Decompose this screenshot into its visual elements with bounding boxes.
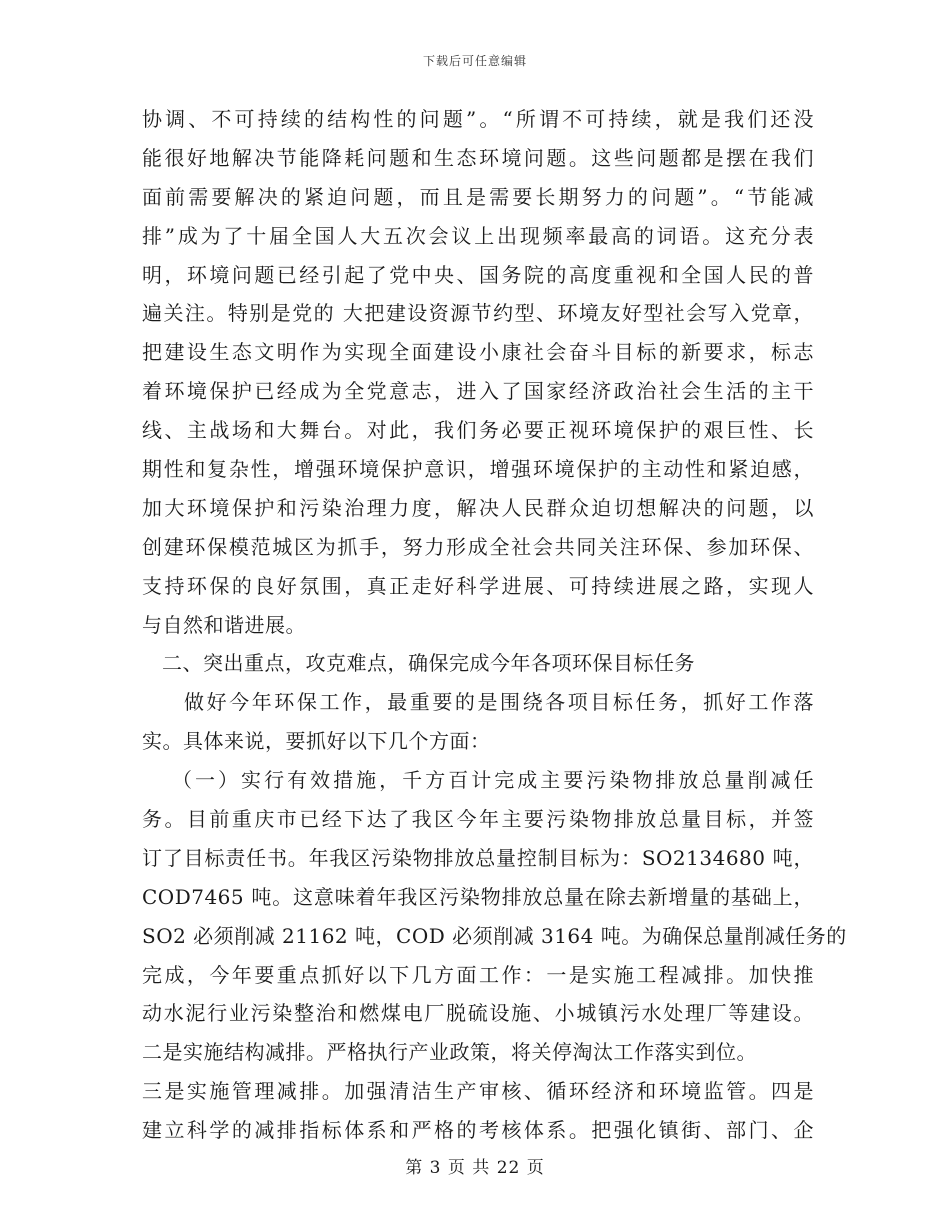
text-line: 协调、不可持续的结构性的问题”。“所谓不可持续，就是我们还没 bbox=[142, 107, 814, 131]
text-line: 面前需要解决的紧迫问题，而且是需要长期努力的问题”。“节能减 bbox=[142, 184, 814, 209]
text-line: COD7465 吨。这意味着年我区污染物排放总量在除去新增量的基础上， bbox=[142, 884, 814, 909]
subsection-heading: （一）实行有效措施，千方百计完成主要污染物排放总量削减任 bbox=[172, 768, 814, 793]
text-line: 线、主战场和大舞台。对此，我们务必要正视环境保护的艰巨性、长 bbox=[142, 418, 814, 443]
text-line: 加大环境保护和污染治理力度，解决人民群众迫切想解决的问题，以 bbox=[142, 495, 814, 520]
text-line: 把建设生态文明作为实现全面建设小康社会奋斗目标的新要求，标志 bbox=[142, 340, 814, 365]
text-line: SO2 必须削减 21162 吨，COD 必须削减 3164 吨。为确保总量削减任务的 bbox=[142, 923, 847, 948]
text-line: 与自然和谐进展。 bbox=[142, 612, 306, 637]
paragraph-first-line: 做好今年环保工作，最重要的是围绕各项目标任务，抓好工作落 bbox=[184, 690, 814, 715]
text-line: 建立科学的减排指标体系和严格的考核体系。把强化镇街、部门、企 bbox=[142, 1118, 814, 1143]
text-line: 着环境保护已经成为全党意志，进入了国家经济政治社会生活的主干 bbox=[142, 379, 814, 404]
text-line: 创建环保模范城区为抓手，努力形成全社会共同关注环保、参加环保、 bbox=[142, 534, 814, 559]
text-line: 完成，今年要重点抓好以下几方面工作：一是实施工程减排。加快推 bbox=[142, 962, 814, 987]
text-line: 排”成为了十届全国人大五次会议上出现频率最高的词语。这充分表 bbox=[142, 223, 814, 248]
text-line: 能很好地解决节能降耗问题和生态环境问题。这些问题都是摆在我们 bbox=[142, 145, 814, 170]
text-line: 务。目前重庆市已经下达了我区今年主要污染物排放总量目标，并签 bbox=[142, 807, 814, 832]
text-line: 订了目标责任书。年我区污染物排放总量控制目标为：SO2134680 吨， bbox=[142, 845, 814, 870]
text-line: 实。具体来说，要抓好以下几个方面： bbox=[142, 729, 491, 754]
text-line: 支持环保的良好氛围，真正走好科学进展、可持续进展之路，实现人 bbox=[142, 573, 814, 598]
page-header: 下载后可任意编辑 bbox=[422, 54, 527, 68]
document-body bbox=[142, 100, 847, 1150]
section-heading: 二、突出重点，攻克难点，确保完成今年各项环保目标任务 bbox=[162, 651, 695, 676]
text-line: 遍关注。特别是党的 大把建设资源节约型、环境友好型社会写入党章， bbox=[142, 301, 814, 326]
text-line: 动水泥行业污染整治和燃煤电厂脱硫设施、小城镇污水处理厂等建设。 bbox=[142, 1001, 814, 1026]
text-line: 明，环境问题已经引起了党中央、国务院的高度重视和全国人民的普 bbox=[142, 262, 814, 287]
text-line: 二是实施结构减排。严格执行产业政策，将关停淘汰工作落实到位。 bbox=[142, 1040, 757, 1065]
text-line: 三是实施管理减排。加强清洁生产审核、循环经济和环境监管。四是 bbox=[142, 1079, 814, 1104]
page-footer: 第 3 页 共 22 页 bbox=[405, 1158, 545, 1178]
text-line: 期性和复杂性，增强环境保护意识，增强环境保护的主动性和紧迫感， bbox=[142, 457, 814, 482]
